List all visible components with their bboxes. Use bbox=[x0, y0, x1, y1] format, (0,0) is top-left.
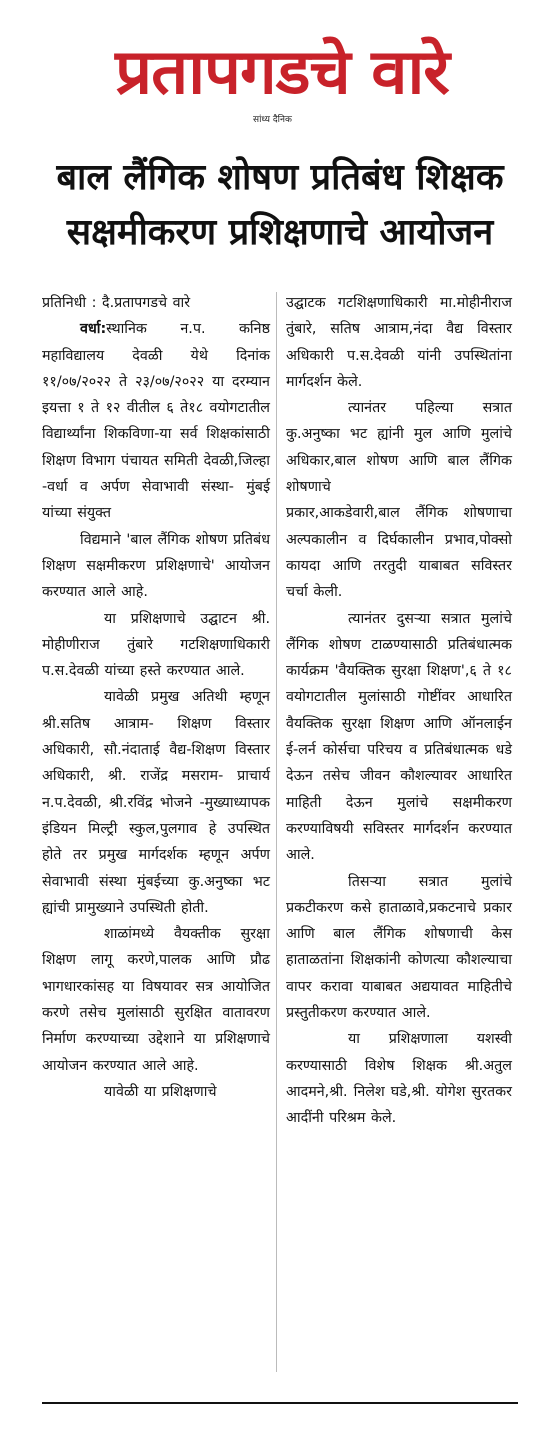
article-paragraph: यावेळी या प्रशिक्षणाचे bbox=[104, 1083, 217, 1100]
column-divider bbox=[276, 292, 277, 1372]
article-paragraph: यावेळी प्रमुख अतिथी म्हणून श्री.सतिष आत्राम- शिक्षण विस्तार अधिकारी, सौ.नंदाताई वैद्य-शिक्षण विस्तार अधिकारी, श्री. राजेंद्र मसराम- प्राचार्य न.प.देवळी, श्री.रविंद्र भोजने -मुख्याध्यापक इंडियन मिल्ट्री स्कुल,पुलगाव हे उपस्थित होते तर प्रमुख मार्गदर्शक म्हणून अर्पण सेवाभावी संस्था मुंबईच्या कु.अनुष्का भट ह्यांची प्रामुख्याने उपस्थिती होती. bbox=[42, 689, 270, 916]
article-column-right bbox=[286, 290, 512, 1132]
article-column-left bbox=[42, 290, 270, 1105]
article-paragraph: उद्घाटक गटशिक्षणाधिकारी मा.मोहीनीराज तुंबारे, सतिष आत्राम,नंदा वैद्य विस्तार अधिकारी प.स.देवळी यांनी उपस्थितांना मार्गदर्शन केले. bbox=[286, 295, 512, 390]
article-paragraph: वर्धा:स्थानिक न.प. कनिष्ठ महाविद्यालय देवळी येथे दिनांक ११/०७/२०२२ ते २३/०७/२०२२ या दरम्यान इयत्ता १ ते १२ वीतील ६ ते१८ वयोगटातील विद्यार्थ्यांना शिकविणा-या सर्व शिक्षकांसाठी शिक्षण विभाग पंचायत समिती देवळी,जिल्हा -वर्धा व अर्पण सेवाभावी संस्था- मुंबई यांच्या संयुक्त bbox=[42, 321, 270, 522]
article-paragraph: शाळांमध्ये वैयक्तीक सुरक्षा शिक्षण लागू करणे,पालक आणि प्रौढ भागधारकांसह या विषयावर सत्र आयोजित करणे तसेच मुलांसाठी सुरक्षित वातावरण निर्माण करण्याच्या उद्देशाने या प्रशिक्षणाचे आयोजन करण्यात आले आहे. bbox=[42, 926, 270, 1074]
newspaper-title: प्रतापगडचे वारे bbox=[115, 35, 449, 108]
headline-line-1: बाल लैंगिक शोषण प्रतिबंध शिक्षक bbox=[56, 157, 504, 198]
article-paragraph: तिसऱ्या सत्रात मुलांचे प्रकटीकरण कसे हाताळावे,प्रकटनाचे प्रकार आणि बाल लैंगिक शोषणाची केस हाताळतांना शिक्षकांनी कोणत्या कौशल्याचा वापर करावा याबाबत अद्ययावत माहितीचे प्रस्तुतीकरण करण्यात आले. bbox=[286, 873, 512, 1022]
article-paragraph: प्रकार,आकडेवारी,बाल लैंगिक शोषणाचा अल्पकालीन व दिर्घकालीन प्रभाव,पोक्सो कायदा आणि तरतुदी याबाबत सविस्तर चर्चा केली. bbox=[286, 505, 512, 601]
headline-line-2: सक्षमीकरण प्रशिक्षणाचे आयोजन bbox=[66, 212, 494, 253]
article-paragraph: या प्रशिक्षणाचे उद्घाटन श्री. मोहीणीराज तुंबारे गटशिक्षणाधिकारी प.स.देवळी यांच्या हस्ते करण्यात आले. bbox=[42, 610, 270, 680]
article-paragraph: विद्यमाने 'बाल लैंगिक शोषण प्रतिबंध शिक्षण सक्षमीकरण प्रशिक्षणाचे' आयोजन करण्यात आले आहे. bbox=[42, 531, 270, 601]
article-paragraph: त्यानंतर दुसऱ्या सत्रात मुलांचे लैंगिक शोषण टाळण्यासाठी प्रतिबंधात्मक कार्यक्रम 'वैयक्तिक सुरक्षा शिक्षण',६ ते १८ वयोगटातील मुलांसाठी गोष्टींवर आधारित वैयक्तिक सुरक्षा शिक्षण आणि ऑनलाईन ई-लर्न कोर्सचा परिचय व प्रतिबंधात्मक धडे देऊन तसेच जीवन कौशल्यावर आधारित माहिती देऊन मुलांचे सक्षमीकरण करण्याविषयी सविस्तर मार्गदर्शन करण्यात आले. bbox=[286, 610, 512, 864]
bottom-rule bbox=[42, 1402, 518, 1404]
newspaper-tagline: सांध्य दैनिक bbox=[253, 115, 292, 125]
article-paragraph: या प्रशिक्षणाला यशस्वी करण्यासाठी विशेष शिक्षक श्री.अतुल आदमने,श्री. निलेश घडे,श्री. योगेश सुरतकर आदींनी परिश्रम केले. bbox=[286, 1031, 512, 1127]
masthead bbox=[0, 0, 558, 135]
article-paragraph: त्यानंतर पहिल्या सत्रात कु.अनुष्का भट ह्यांनी मुल आणि मुलांचे अधिकार,बाल शोषण आणि बाल लैंगिक शोषणाचे bbox=[286, 400, 512, 496]
byline: प्रतिनिधी : दै.प्रतापगडचे वारे bbox=[42, 295, 191, 311]
dateline: वर्धा: bbox=[80, 321, 107, 338]
